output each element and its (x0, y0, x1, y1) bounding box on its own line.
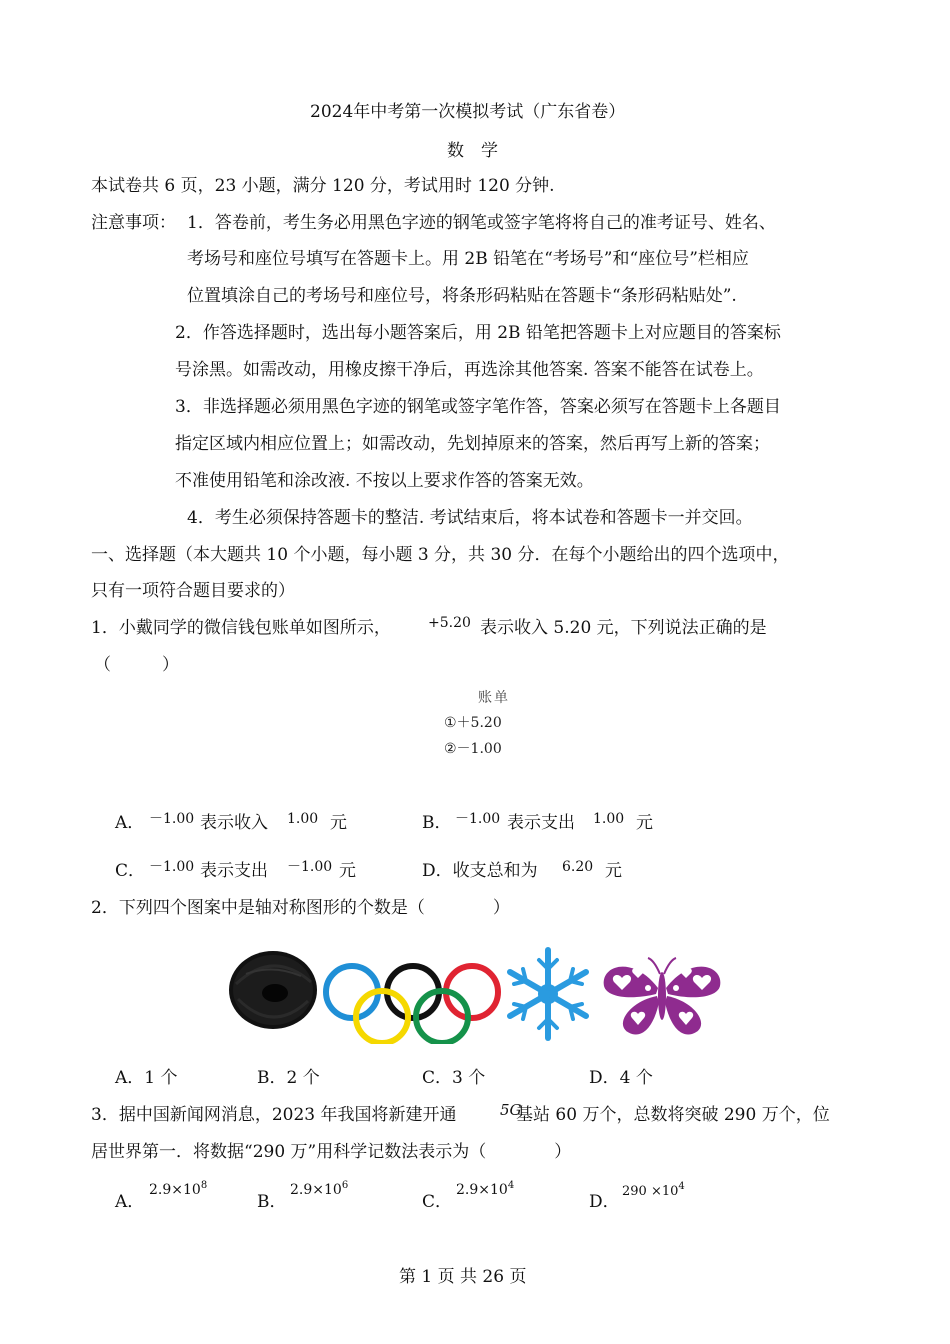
note-1-line-1: 1．答卷前，考生务必用黑色字迹的钢笔或签字笔将将自己的准考证号、姓名、 (187, 213, 776, 233)
butterfly-figure (604, 958, 721, 1035)
exam-info: 本试卷共 6 页，23 小题，满分 120 分，考试用时 120 分钟. (91, 176, 555, 196)
q1-option-b-text: 表示支出 (507, 813, 575, 833)
q1-formula: +5.20 (428, 615, 471, 631)
q1-option-c-label: C． (115, 861, 146, 881)
section-1-heading-line-2: 只有一项符合题目要求的） (91, 581, 295, 601)
q1-option-b-unit: 元 (636, 813, 653, 833)
q1-option-d-text: D．收支总和为 (422, 861, 538, 881)
snowflake-figure (510, 950, 586, 1038)
bill-entry-1: ①＋5.20 (444, 715, 502, 731)
q3-option-b-formula: $2.9\times 10^6$ (290, 1180, 349, 1198)
q3-option-a-formula: $2.9\times 10^8$ (149, 1180, 208, 1198)
q2-figures (226, 944, 726, 1044)
note-3-line-1: 3．非选择题必须用黑色字迹的钢笔或签字笔作答，答案必须写在答题卡上各题目 (175, 397, 781, 417)
q3-stem-line-1-pre: 3．据中国新闻网消息，2023 年我国将新建开通 (91, 1105, 457, 1125)
bill-title: 账单 (478, 690, 510, 706)
q2-stem: 2．下列四个图案中是轴对称图形的个数是（ ） (91, 898, 510, 918)
q1-option-c-formula-1: －1.00 (149, 859, 195, 875)
note-1-line-2: 考场号和座位号填写在答题卡上。用 2B 铅笔在“考场号”和“座位号”栏相应 (187, 249, 749, 269)
q2-option-a: A．1 个 (115, 1068, 178, 1088)
q2-option-c: C．3 个 (422, 1068, 486, 1088)
q1-option-c-formula-2: －1.00 (287, 859, 333, 875)
q1-stem-pre: 1．小戴同学的微信钱包账单如图所示， (91, 618, 391, 638)
q1-option-d-formula: 6.20 (562, 859, 594, 875)
q1-option-a-label: A． (115, 813, 145, 833)
q1-option-c-unit: 元 (339, 861, 356, 881)
q1-option-a-formula-1: －1.00 (149, 811, 195, 827)
q1-option-a-formula-2: 1.00 (287, 811, 319, 827)
section-1-heading-line-1: 一、选择题（本大题共 10 个小题，每小题 3 分，共 30 分．在每个小题给出的四个选项中， (91, 545, 790, 565)
q1-option-b-formula-1: －1.00 (455, 811, 501, 827)
note-4: 4．考生必须保持答题卡的整洁. 考试结束后，将本试卷和答题卡一并交回。 (187, 508, 753, 528)
note-2-line-2: 号涂黑。如需改动，用橡皮擦干净后，再选涂其他答案. 答案不能答在试卷上。 (175, 360, 764, 380)
q3-stem-line-2: 居世界第一．将数据“290 万”用科学记数法表示为（ ） (91, 1142, 572, 1162)
q3-stem-line-1-post: 基站 60 万个，总数将突破 290 万个，位 (516, 1105, 830, 1125)
q1-option-b-label: B． (422, 813, 452, 833)
scarf-figure (229, 951, 317, 1029)
exam-title: 2024年中考第一次模拟考试（广东省卷） (310, 102, 626, 122)
q3-option-b-label: B． (257, 1192, 287, 1212)
page-number: 第 1 页 共 26 页 (399, 1267, 527, 1287)
q3-5g: 5G (500, 1101, 522, 1119)
q1-option-a-unit: 元 (330, 813, 347, 833)
note-2-line-1: 2．作答选择题时，选出每小题答案后，用 2B 铅笔把答题卡上对应题目的答案标 (175, 323, 781, 343)
q1-option-b-formula-2: 1.00 (593, 811, 625, 827)
q3-option-a-label: A． (115, 1192, 145, 1212)
note-3-line-3: 不准使用铅笔和涂改液. 不按以上要求作答的答案无效。 (175, 471, 594, 491)
q2-option-b: B．2 个 (257, 1068, 320, 1088)
q1-option-d-unit: 元 (605, 861, 622, 881)
q3-option-c-label: C． (422, 1192, 453, 1212)
note-3-line-2: 指定区域内相应位置上；如需改动，先划掉原来的答案，然后再写上新的答案； (175, 434, 770, 454)
bill-entry-2: ②－1.00 (444, 741, 502, 757)
q2-option-d: D．4 个 (589, 1068, 653, 1088)
notes-label: 注意事项： (91, 213, 176, 233)
q3-option-d-label: D． (589, 1192, 620, 1212)
q1-option-c-text: 表示支出 (200, 861, 268, 881)
note-1-line-3: 位置填涂自己的考场号和座位号，将条形码粘贴在答题卡“条形码粘贴处”. (187, 286, 737, 306)
q3-option-c-formula: $2.9\times 10^4$ (456, 1180, 515, 1198)
q3-option-d-formula: $290 \times 10^4$ (622, 1181, 685, 1199)
q1-option-a-text: 表示收入 (200, 813, 268, 833)
q1-stem-post: 表示收入 5.20 元，下列说法正确的是 (480, 618, 767, 638)
q1-answer-paren: （ ） (94, 655, 179, 675)
subject-title: 数 学 (447, 141, 498, 161)
olympic-rings-figure (326, 966, 498, 1043)
